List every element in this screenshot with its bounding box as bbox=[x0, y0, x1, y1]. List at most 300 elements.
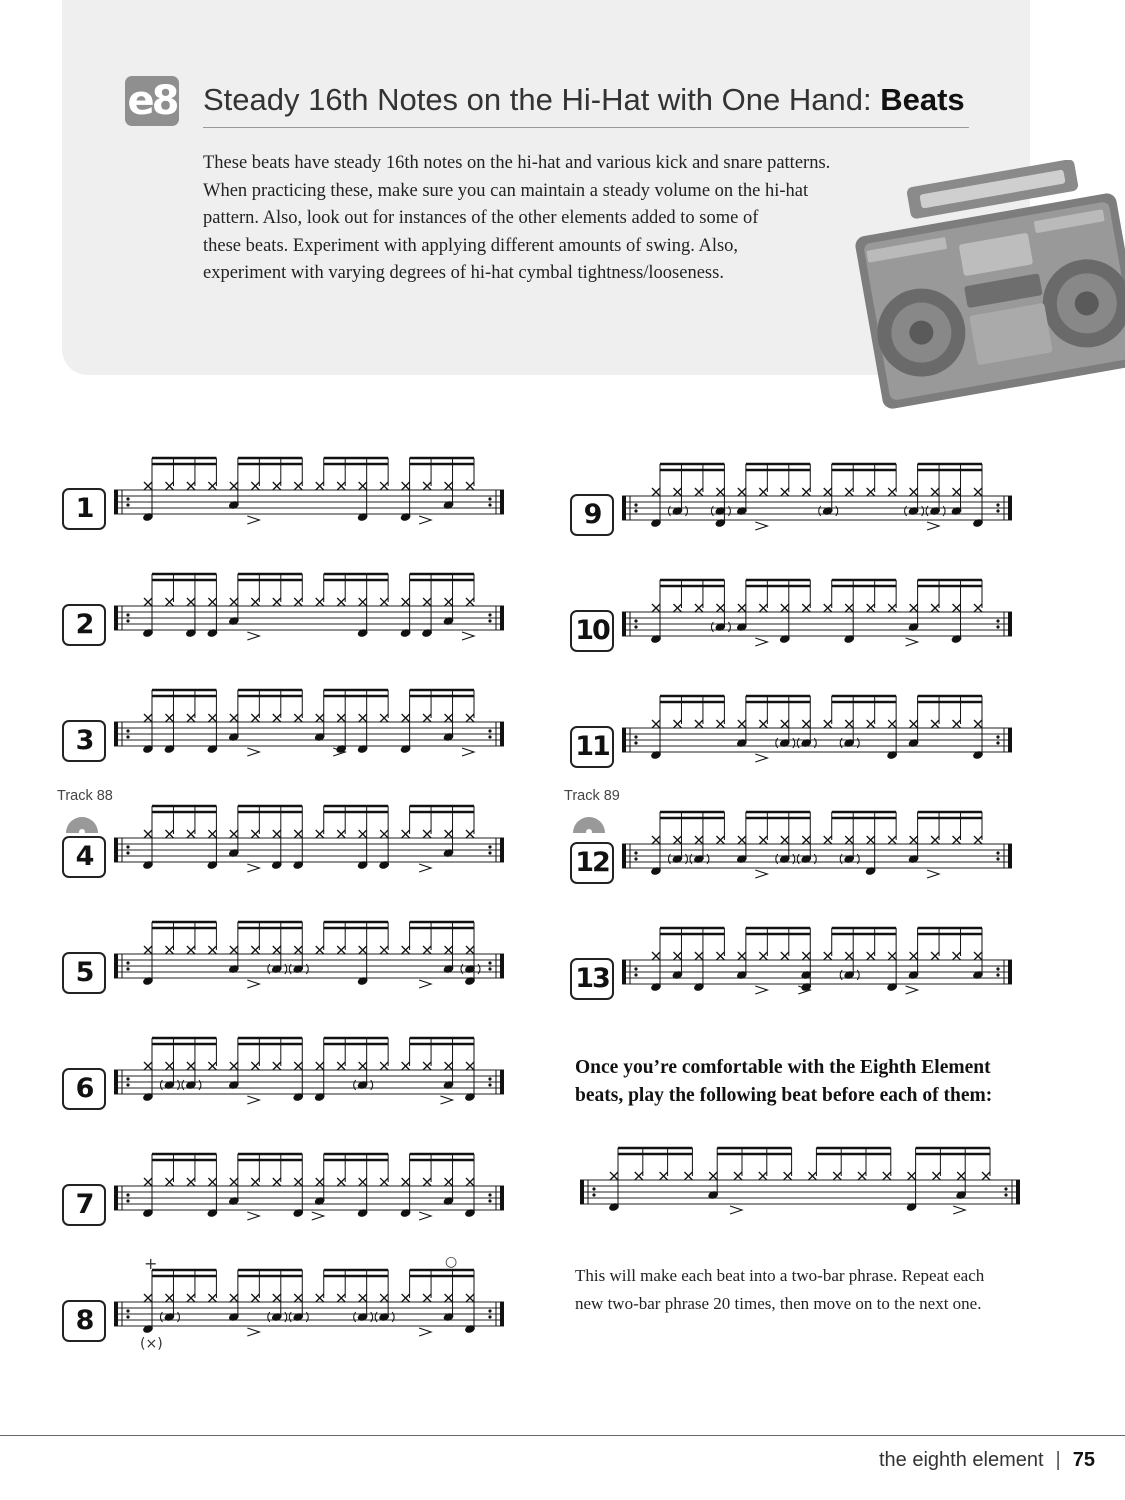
hihat-note bbox=[673, 952, 681, 960]
hihat-note bbox=[445, 830, 453, 838]
accent-mark bbox=[906, 986, 918, 994]
callout-line: Once you’re comfortable with the Eighth Element bbox=[575, 1057, 991, 1078]
hihat-note bbox=[359, 482, 367, 490]
hihat-note bbox=[867, 604, 875, 612]
hihat-note bbox=[974, 836, 982, 844]
hihat-note bbox=[931, 488, 939, 496]
hihat-note bbox=[781, 720, 789, 728]
hihat-note bbox=[931, 952, 939, 960]
hihat-note bbox=[294, 1062, 302, 1070]
hihat-note bbox=[294, 598, 302, 606]
hihat-note bbox=[316, 830, 324, 838]
start-barline bbox=[622, 612, 626, 636]
hihat-note bbox=[423, 1178, 431, 1186]
hihat-note bbox=[953, 952, 961, 960]
beat-number: 6 bbox=[62, 1068, 106, 1110]
hihat-note bbox=[144, 482, 152, 490]
hihat-note bbox=[251, 830, 259, 838]
repeat-dot bbox=[488, 503, 491, 506]
repeat-dot bbox=[996, 735, 999, 738]
hihat-note bbox=[144, 1062, 152, 1070]
beat-staff bbox=[620, 688, 1020, 778]
hihat-note bbox=[858, 1172, 866, 1180]
intro-line: When practicing these, make sure you can maintain a steady volume on the hi-hat bbox=[203, 180, 809, 201]
hihat-note bbox=[402, 482, 410, 490]
hihat-note bbox=[466, 1062, 474, 1070]
hihat-note bbox=[738, 952, 746, 960]
footer-section: the eighth element bbox=[878, 1449, 1044, 1471]
hihat-note bbox=[734, 1172, 742, 1180]
hihat-note bbox=[445, 598, 453, 606]
repeat-dot bbox=[488, 1199, 491, 1202]
hihat-note bbox=[230, 946, 238, 954]
hihat-note bbox=[294, 1178, 302, 1186]
hihat-note bbox=[402, 1294, 410, 1302]
hihat-note bbox=[380, 1062, 388, 1070]
hihat-note bbox=[187, 1294, 195, 1302]
hihat-note bbox=[716, 604, 724, 612]
track-label: Track 89 bbox=[564, 788, 620, 804]
beat-number: 2 bbox=[62, 604, 106, 646]
hihat-note bbox=[824, 720, 832, 728]
hihat-note bbox=[187, 482, 195, 490]
end-barline bbox=[1008, 960, 1012, 984]
beat-number: 11 bbox=[570, 726, 614, 768]
hihat-note bbox=[144, 830, 152, 838]
hihat-note bbox=[953, 720, 961, 728]
hihat-note bbox=[695, 604, 703, 612]
hihat-note bbox=[316, 1178, 324, 1186]
callout-line: beats, play the following beat before each of them: bbox=[575, 1085, 993, 1106]
accent-mark bbox=[462, 748, 474, 756]
hihat-note bbox=[888, 488, 896, 496]
hihat-note bbox=[402, 830, 410, 838]
accent-mark bbox=[419, 864, 431, 872]
hihat-note bbox=[337, 482, 345, 490]
hihat-note bbox=[380, 1294, 388, 1302]
repeat-dot bbox=[996, 967, 999, 970]
hihat-note bbox=[845, 952, 853, 960]
repeat-dot bbox=[488, 1077, 491, 1080]
hihat-note bbox=[251, 1178, 259, 1186]
hihat-note bbox=[251, 1294, 259, 1302]
hihat-note bbox=[466, 1294, 474, 1302]
repeat-dot bbox=[996, 625, 999, 628]
repeat-dot bbox=[126, 729, 129, 732]
repeat-dot bbox=[488, 1083, 491, 1086]
hihat-note bbox=[165, 946, 173, 954]
repeat-dot bbox=[488, 1315, 491, 1318]
callout-text bbox=[575, 1054, 992, 1110]
repeat-dot bbox=[488, 845, 491, 848]
repeat-dot bbox=[126, 613, 129, 616]
repeat-dot bbox=[126, 735, 129, 738]
hihat-note bbox=[716, 720, 724, 728]
hihat-note bbox=[316, 1294, 324, 1302]
accent-mark bbox=[441, 1096, 453, 1104]
end-barline bbox=[1008, 496, 1012, 520]
hihat-note bbox=[673, 604, 681, 612]
hihat-note bbox=[974, 604, 982, 612]
hihat-note bbox=[660, 1172, 668, 1180]
hihat-note bbox=[208, 946, 216, 954]
outro-text bbox=[575, 1262, 984, 1318]
hihat-note bbox=[230, 1062, 238, 1070]
hihat-note bbox=[380, 714, 388, 722]
hihat-note bbox=[273, 714, 281, 722]
title-bold: Beats bbox=[880, 82, 965, 117]
hihat-note bbox=[867, 488, 875, 496]
hihat-note bbox=[910, 604, 918, 612]
hihat-note bbox=[337, 714, 345, 722]
beat-staff bbox=[578, 1140, 1028, 1230]
hihat-note bbox=[695, 836, 703, 844]
beat-number: 3 bbox=[62, 720, 106, 762]
hihat-note bbox=[230, 598, 238, 606]
start-barline bbox=[114, 722, 118, 746]
repeat-dot bbox=[996, 857, 999, 860]
start-barline bbox=[114, 490, 118, 514]
hihat-note bbox=[187, 714, 195, 722]
repeat-dot bbox=[126, 619, 129, 622]
hihat-note bbox=[883, 1172, 891, 1180]
footer-separator: | bbox=[1055, 1449, 1061, 1471]
hihat-note bbox=[165, 1178, 173, 1186]
end-barline bbox=[500, 1186, 504, 1210]
hihat-note bbox=[251, 714, 259, 722]
hihat-note bbox=[423, 598, 431, 606]
hihat-note bbox=[466, 598, 474, 606]
beat-number: 13 bbox=[570, 958, 614, 1000]
hihat-note bbox=[273, 830, 281, 838]
end-barline bbox=[1016, 1180, 1020, 1204]
repeat-dot bbox=[592, 1187, 595, 1190]
beat-13 bbox=[570, 920, 1020, 1010]
hihat-note bbox=[273, 482, 281, 490]
hihat-note bbox=[165, 1294, 173, 1302]
repeat-dot bbox=[126, 1315, 129, 1318]
hihat-note bbox=[781, 488, 789, 496]
hihat-note bbox=[208, 1178, 216, 1186]
beat-staff bbox=[620, 456, 1020, 546]
hihat-note bbox=[888, 604, 896, 612]
hihat-note bbox=[953, 836, 961, 844]
hihat-note bbox=[824, 836, 832, 844]
hihat-note bbox=[738, 836, 746, 844]
repeat-dot bbox=[488, 967, 491, 970]
accent-mark bbox=[755, 638, 767, 646]
hihat-note bbox=[251, 482, 259, 490]
accent-mark bbox=[312, 1212, 324, 1220]
hihat-note bbox=[402, 1062, 410, 1070]
hihat-note bbox=[802, 720, 810, 728]
hihat-note bbox=[402, 714, 410, 722]
repeat-dot bbox=[634, 851, 637, 854]
hihat-note bbox=[910, 952, 918, 960]
accent-mark bbox=[927, 522, 939, 530]
hihat-note bbox=[337, 830, 345, 838]
hihat-note bbox=[910, 720, 918, 728]
foot-hihat-mark: (×) bbox=[140, 1336, 163, 1352]
hihat-note bbox=[888, 952, 896, 960]
hihat-note bbox=[380, 598, 388, 606]
hihat-note bbox=[273, 1178, 281, 1186]
hihat-note bbox=[230, 1178, 238, 1186]
hihat-note bbox=[802, 952, 810, 960]
hihat-note bbox=[187, 946, 195, 954]
hihat-note bbox=[273, 1062, 281, 1070]
hihat-note bbox=[695, 952, 703, 960]
repeat-dot bbox=[634, 967, 637, 970]
hihat-note bbox=[867, 836, 875, 844]
hihat-note bbox=[974, 720, 982, 728]
accent-mark bbox=[247, 632, 259, 640]
accent-mark bbox=[755, 754, 767, 762]
hihat-note bbox=[165, 830, 173, 838]
repeat-dot bbox=[1004, 1193, 1007, 1196]
element-badge: e8 bbox=[125, 76, 179, 126]
hihat-note bbox=[445, 482, 453, 490]
beat-number: 1 bbox=[62, 488, 106, 530]
hihat-note bbox=[466, 946, 474, 954]
hihat-note bbox=[716, 952, 724, 960]
start-barline bbox=[622, 844, 626, 868]
closed-hihat-mark: + bbox=[144, 1254, 158, 1273]
hihat-note bbox=[337, 946, 345, 954]
hihat-note bbox=[380, 482, 388, 490]
repeat-dot bbox=[488, 613, 491, 616]
hihat-note bbox=[802, 604, 810, 612]
hihat-note bbox=[251, 946, 259, 954]
hihat-note bbox=[337, 1062, 345, 1070]
beat-10 bbox=[570, 572, 1020, 662]
start-barline bbox=[114, 1070, 118, 1094]
repeat-dot bbox=[126, 1083, 129, 1086]
beat-4 bbox=[62, 798, 512, 888]
hihat-note bbox=[931, 836, 939, 844]
beat-number: 4 bbox=[62, 836, 106, 878]
beat-3 bbox=[62, 682, 512, 772]
hihat-note bbox=[402, 1178, 410, 1186]
beat-number: 10 bbox=[570, 610, 614, 652]
hihat-note bbox=[781, 604, 789, 612]
accent-mark bbox=[247, 1328, 259, 1336]
repeat-dot bbox=[126, 1193, 129, 1196]
end-barline bbox=[500, 954, 504, 978]
repeat-dot bbox=[1004, 1187, 1007, 1190]
accent-mark bbox=[247, 516, 259, 524]
repeat-dot bbox=[996, 973, 999, 976]
hihat-note bbox=[802, 836, 810, 844]
hihat-note bbox=[908, 1172, 916, 1180]
track-label: Track 88 bbox=[57, 788, 113, 804]
accent-mark bbox=[247, 1212, 259, 1220]
accent-mark bbox=[755, 522, 767, 530]
beat-7 bbox=[62, 1146, 512, 1236]
hihat-note bbox=[652, 604, 660, 612]
hihat-note bbox=[208, 482, 216, 490]
repeat-dot bbox=[126, 1077, 129, 1080]
beat-number: 7 bbox=[62, 1184, 106, 1226]
hihat-note bbox=[445, 714, 453, 722]
accent-mark bbox=[953, 1206, 965, 1214]
hihat-note bbox=[359, 1294, 367, 1302]
hihat-note bbox=[251, 598, 259, 606]
start-barline bbox=[580, 1180, 584, 1204]
hihat-note bbox=[165, 1062, 173, 1070]
hihat-note bbox=[445, 946, 453, 954]
hihat-note bbox=[423, 1294, 431, 1302]
repeat-dot bbox=[126, 1309, 129, 1312]
hihat-note bbox=[273, 946, 281, 954]
hihat-note bbox=[294, 946, 302, 954]
hihat-note bbox=[781, 952, 789, 960]
hihat-note bbox=[888, 836, 896, 844]
end-barline bbox=[500, 1302, 504, 1326]
beat-staff bbox=[620, 920, 1020, 1010]
end-barline bbox=[500, 490, 504, 514]
repeat-dot bbox=[488, 735, 491, 738]
beat-staff bbox=[620, 572, 1020, 662]
hihat-note bbox=[423, 482, 431, 490]
repeat-dot bbox=[634, 503, 637, 506]
hihat-note bbox=[759, 952, 767, 960]
start-barline bbox=[622, 960, 626, 984]
hihat-note bbox=[144, 1178, 152, 1186]
footer-rule bbox=[0, 1435, 1125, 1436]
hihat-note bbox=[316, 598, 324, 606]
beat-12 bbox=[570, 804, 1020, 894]
repeat-dot bbox=[126, 961, 129, 964]
hihat-note bbox=[359, 1178, 367, 1186]
repeat-dot bbox=[634, 625, 637, 628]
hihat-note bbox=[230, 1294, 238, 1302]
hihat-note bbox=[402, 598, 410, 606]
hihat-note bbox=[294, 482, 302, 490]
hihat-note bbox=[716, 488, 724, 496]
hihat-note bbox=[359, 830, 367, 838]
hihat-note bbox=[423, 714, 431, 722]
intro-text bbox=[203, 150, 830, 288]
start-barline bbox=[622, 496, 626, 520]
beat-number: 5 bbox=[62, 952, 106, 994]
hihat-note bbox=[953, 488, 961, 496]
hihat-note bbox=[251, 1062, 259, 1070]
intro-line: experiment with varying degrees of hi-hat cymbal tightness/looseness. bbox=[203, 263, 724, 284]
hihat-note bbox=[466, 830, 474, 838]
hihat-note bbox=[359, 714, 367, 722]
hihat-note bbox=[931, 604, 939, 612]
beat-1 bbox=[62, 450, 512, 540]
hihat-note bbox=[380, 1178, 388, 1186]
hihat-note bbox=[910, 836, 918, 844]
hihat-note bbox=[802, 488, 810, 496]
accent-mark bbox=[419, 1328, 431, 1336]
hihat-note bbox=[759, 720, 767, 728]
hihat-note bbox=[824, 952, 832, 960]
hihat-note bbox=[337, 1294, 345, 1302]
repeat-dot bbox=[634, 735, 637, 738]
repeat-dot bbox=[996, 851, 999, 854]
beat-staff bbox=[112, 682, 512, 772]
hihat-note bbox=[709, 1172, 717, 1180]
accent-mark bbox=[247, 748, 259, 756]
hihat-note bbox=[784, 1172, 792, 1180]
hihat-note bbox=[652, 488, 660, 496]
hihat-note bbox=[144, 1294, 152, 1302]
hihat-note bbox=[974, 952, 982, 960]
start-barline bbox=[114, 1186, 118, 1210]
hihat-note bbox=[165, 482, 173, 490]
end-barline bbox=[1008, 844, 1012, 868]
hihat-note bbox=[845, 604, 853, 612]
hihat-note bbox=[759, 1172, 767, 1180]
repeat-dot bbox=[634, 741, 637, 744]
outro-line: This will make each beat into a two-bar phrase. Repeat each bbox=[575, 1266, 985, 1285]
beat-9 bbox=[570, 456, 1020, 546]
start-barline bbox=[622, 728, 626, 752]
hihat-note bbox=[824, 488, 832, 496]
beat-11 bbox=[570, 688, 1020, 778]
end-barline bbox=[500, 838, 504, 862]
hihat-note bbox=[423, 830, 431, 838]
beat-staff bbox=[112, 1146, 512, 1236]
start-barline bbox=[114, 838, 118, 862]
intro-line: These beats have steady 16th notes on the hi-hat and various kick and snare patterns. bbox=[203, 153, 831, 173]
beat-staff bbox=[112, 450, 512, 540]
hihat-note bbox=[673, 720, 681, 728]
beat-number: 9 bbox=[570, 494, 614, 536]
hihat-note bbox=[316, 714, 324, 722]
hihat-note bbox=[445, 1294, 453, 1302]
hihat-note bbox=[759, 836, 767, 844]
hihat-note bbox=[931, 720, 939, 728]
intro-line: pattern. Also, look out for instances of the other elements added to some of bbox=[203, 208, 759, 229]
hihat-note bbox=[208, 1294, 216, 1302]
hihat-note bbox=[380, 830, 388, 838]
beat-staff bbox=[112, 914, 512, 1004]
outro-line: new two-bar phrase 20 times, then move on to the next one. bbox=[575, 1294, 982, 1313]
accent-mark bbox=[927, 870, 939, 878]
title-rule bbox=[203, 127, 969, 128]
hihat-note bbox=[337, 1178, 345, 1186]
beat-5 bbox=[62, 914, 512, 1004]
hihat-note bbox=[957, 1172, 965, 1180]
hihat-note bbox=[652, 836, 660, 844]
hihat-note bbox=[187, 598, 195, 606]
hihat-note bbox=[273, 598, 281, 606]
beat-staff bbox=[112, 1262, 512, 1362]
accent-mark bbox=[906, 638, 918, 646]
hihat-note bbox=[982, 1172, 990, 1180]
pre-beat bbox=[528, 1140, 1028, 1230]
hihat-note bbox=[337, 598, 345, 606]
hihat-note bbox=[445, 1062, 453, 1070]
accent-mark bbox=[462, 632, 474, 640]
hihat-note bbox=[695, 488, 703, 496]
hihat-note bbox=[833, 1172, 841, 1180]
end-barline bbox=[1008, 612, 1012, 636]
hihat-note bbox=[738, 720, 746, 728]
hihat-note bbox=[187, 1062, 195, 1070]
repeat-dot bbox=[996, 741, 999, 744]
hihat-note bbox=[402, 946, 410, 954]
open-hihat-mark: ○ bbox=[445, 1254, 458, 1270]
repeat-dot bbox=[488, 497, 491, 500]
repeat-dot bbox=[488, 729, 491, 732]
hihat-note bbox=[652, 720, 660, 728]
beat-number: 8 bbox=[62, 1300, 106, 1342]
